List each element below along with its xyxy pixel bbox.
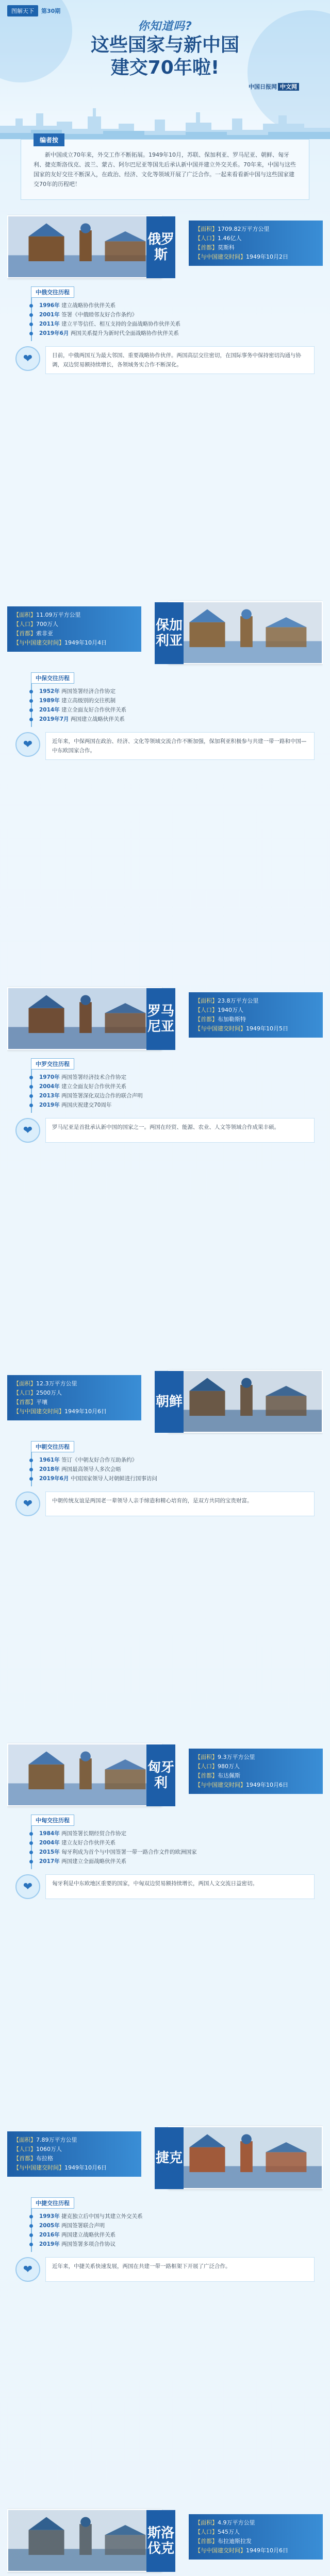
country-population: 545万人 (218, 2529, 240, 2535)
timeline-item (39, 310, 299, 319)
timeline-text: 中国国家领导人对朝鲜进行国事访问 (70, 1476, 157, 1482)
timeline-text: 两国建立全面战略伙伴关系 (61, 1858, 127, 1865)
country-area-row (195, 225, 317, 234)
timeline-item (39, 1465, 299, 1474)
landmark-photo (168, 601, 323, 664)
country-facts (189, 2514, 323, 2560)
country-established-row (13, 638, 135, 648)
country-capital-row (195, 1771, 317, 1781)
country-established: 1949年10月6日 (246, 2547, 288, 2554)
country-section (0, 2505, 330, 2576)
editor-note-heading: 编者按 (34, 133, 64, 146)
timeline-year: 2019年6月 (39, 330, 69, 336)
timeline-item (39, 2240, 299, 2249)
country-name: 保加利亚 (155, 602, 184, 664)
timeline-year: 2013年 (39, 1093, 60, 1099)
country-highlight (15, 346, 315, 374)
country-capital-row (195, 1015, 317, 1024)
timeline-year: 2019年7月 (39, 716, 69, 722)
country-established-row (195, 252, 317, 262)
label-established: 【与中国建交时间】 (13, 2164, 64, 2171)
handshake-icon: ❤ (15, 732, 40, 757)
country-population: 700万人 (36, 621, 58, 628)
label-population: 【人口】 (13, 621, 36, 628)
handshake-icon: ❤ (15, 1874, 40, 1899)
country-established: 1949年10月4日 (64, 639, 107, 646)
label-area: 【面积】 (13, 1380, 36, 1387)
country-banner (7, 1739, 323, 1811)
country-banner (7, 983, 323, 1055)
country-highlight (15, 732, 315, 760)
country-capital: 布拉迪斯拉发 (218, 2538, 252, 2545)
timeline-text: 两国关系提升为新时代全面战略协作伙伴关系 (70, 330, 179, 336)
handshake-icon: ❤ (15, 2257, 40, 2282)
title-line-1: 这些国家与新中国 (90, 35, 239, 56)
timeline-year: 2011年 (39, 321, 60, 327)
country-timeline (31, 2200, 299, 2252)
country-population: 2500万人 (36, 1389, 62, 1396)
timeline-item (39, 687, 299, 696)
country-list (0, 211, 330, 2576)
country-capital: 布加勒斯特 (218, 1016, 246, 1023)
label-established: 【与中国建交时间】 (13, 1408, 64, 1415)
country-established-row (13, 1407, 135, 1416)
timeline-year: 2019年 (39, 1102, 60, 1108)
timeline-year: 2018年 (39, 1466, 60, 1472)
label-established: 【与中国建交时间】 (195, 1782, 246, 1788)
timeline-item (39, 301, 299, 310)
landmark-photo (168, 2126, 323, 2189)
country-facts (7, 606, 141, 652)
country-population-row (195, 1006, 317, 1015)
country-banner (7, 597, 323, 669)
timeline-text: 捷克独立后中国与其建立外交关系 (61, 2213, 143, 2219)
highlight-text: 近年来，中捷关系快速发展，两国在共建一带一路框架下开展了广泛合作。 (45, 2257, 315, 2282)
timeline-item (39, 1474, 299, 1483)
timeline-heading: 中匈交往历程 (31, 1815, 74, 1826)
highlight-text: 目前，中俄两国互为最大邻国、重要战略协作伙伴。两国高层交往密切，在国际事务中保持密切沟通与协调，双边贸易额持续增长，各领域务实合作不断深化。 (45, 346, 315, 374)
label-area: 【面积】 (13, 612, 36, 618)
timeline-year: 2004年 (39, 1840, 60, 1846)
brand-tag: 中文网 (278, 83, 299, 91)
issue-number: 第30期 (41, 8, 61, 14)
label-population: 【人口】 (13, 2146, 36, 2153)
timeline-text: 两国签署多项合作协议 (61, 2241, 116, 2247)
country-population-row (195, 2528, 317, 2537)
timeline-year: 1961年 (39, 1457, 60, 1463)
timeline-heading: 中罗交往历程 (31, 1058, 74, 1070)
label-area: 【面积】 (195, 1754, 218, 1760)
timeline-text: 两国庆祝建交70周年 (61, 1102, 112, 1108)
country-capital: 平壤 (36, 1399, 47, 1405)
timeline-item (39, 1100, 299, 1110)
country-area: 23.8万平方公里 (218, 997, 259, 1004)
country-area-row (195, 996, 317, 1006)
country-capital: 布拉格 (36, 2155, 53, 2162)
country-highlight (15, 1118, 315, 1143)
label-population: 【人口】 (195, 1007, 218, 1013)
country-population: 980万人 (218, 1763, 240, 1770)
timeline-item (39, 1848, 299, 1857)
country-section (0, 1366, 330, 1728)
handshake-icon: ❤ (15, 1118, 40, 1143)
timeline-item (39, 1857, 299, 1866)
timeline-text: 建立友好合作伙伴关系 (61, 1840, 116, 1846)
country-population: 1060万人 (36, 2146, 62, 2153)
label-established: 【与中国建交时间】 (195, 253, 246, 260)
country-highlight (15, 2257, 315, 2282)
country-population-row (13, 2145, 135, 2154)
country-name: 罗马尼亚 (146, 988, 175, 1050)
country-area: 11.09万平方公里 (36, 612, 81, 618)
country-area-row (195, 2518, 317, 2528)
country-area-row (13, 611, 135, 620)
timeline-text: 匈牙利成为首个与中国签署一带一路合作文件的欧洲国家 (61, 1849, 197, 1855)
timeline-year: 1989年 (39, 698, 60, 704)
highlight-text: 近年来，中保两国在政治、经济、文化等领域交流合作不断加强，保加利亚积极参与共建一带一路和中国—中东欧国家合作。 (45, 732, 315, 760)
country-name: 朝鲜 (155, 1371, 184, 1433)
label-capital: 【首都】 (13, 1399, 36, 1405)
timeline-text: 两国最高领导人多次会晤 (61, 1466, 121, 1472)
header (0, 0, 330, 139)
country-area-row (195, 1753, 317, 1762)
country-facts (189, 221, 323, 266)
timeline-year: 2001年 (39, 312, 60, 318)
timeline-year: 2019年 (39, 2241, 60, 2247)
editor-note-text: 新中国成立70年来，外交工作不断拓展。1949年10月，苏联、保加利亚、罗马尼亚、朝鲜、匈牙利、捷克斯洛伐克、波兰、蒙古、阿尔巴尼亚等国先后承认新中国并建立外交关系。70年来，中国与这些国家的友好交往不断深入，在政治、经济、文化等领域开展了广泛合作。一起来看看新中国与这些国家建交70年的历程吧！ (34, 151, 296, 188)
timeline-year: 1970年 (39, 1074, 60, 1080)
timeline-year: 1984年 (39, 1831, 60, 1837)
brand-name: 中国日报网 (249, 83, 277, 90)
country-established-row (195, 2546, 317, 2555)
country-established: 1949年10月6日 (64, 2164, 107, 2171)
landmark-photo (168, 1370, 323, 1433)
timeline-text: 签订《中朝友好合作互助条约》 (61, 1457, 138, 1463)
country-banner (7, 1366, 323, 1438)
country-area: 9.3万平方公里 (218, 1754, 255, 1760)
country-capital: 布达佩斯 (218, 1772, 240, 1779)
country-name: 匈牙利 (146, 1744, 175, 1806)
timeline-item (39, 2230, 299, 2240)
timeline-text: 两国签署深化双边合作的联合声明 (61, 1093, 143, 1099)
timeline-item (39, 1091, 299, 1100)
timeline-item (39, 2212, 299, 2221)
timeline-year: 2004年 (39, 1083, 60, 1090)
country-area-row (13, 1379, 135, 1388)
country-section (0, 2122, 330, 2494)
label-capital: 【首都】 (13, 630, 36, 637)
timeline-year: 2017年 (39, 1858, 60, 1865)
timeline-text: 两国建立战略伙伴关系 (61, 2232, 116, 2238)
country-area: 1709.82万平方公里 (218, 226, 270, 232)
timeline-item (39, 1455, 299, 1465)
country-capital-row (195, 243, 317, 252)
timeline-text: 两国签署经济合作协定 (61, 688, 116, 694)
country-population-row (195, 1762, 317, 1771)
country-area-row (13, 2136, 135, 2145)
timeline-text: 两国签署经济技术合作协定 (61, 1074, 127, 1080)
landmark-photo (7, 987, 162, 1050)
country-name: 俄罗斯 (146, 216, 175, 278)
timeline-item (39, 1082, 299, 1091)
landmark-photo (7, 2509, 162, 2572)
timeline-heading: 中保交往历程 (31, 672, 74, 684)
page-title (0, 34, 330, 79)
country-population-row (195, 234, 317, 243)
country-capital-row (13, 1398, 135, 1407)
label-population: 【人口】 (13, 1389, 36, 1396)
country-timeline (31, 1061, 299, 1113)
country-population: 1940万人 (218, 1007, 243, 1013)
timeline-item (39, 696, 299, 705)
country-facts (189, 1749, 323, 1794)
timeline-year: 2005年 (39, 2223, 60, 2229)
timeline-year: 1993年 (39, 2213, 60, 2219)
timeline-heading: 中捷交往历程 (31, 2197, 74, 2209)
country-established: 1949年10月2日 (246, 253, 288, 260)
highlight-text: 罗马尼亚是首批承认新中国的国家之一。两国在经贸、能源、农业、人文等领域合作成果丰硕。 (45, 1118, 315, 1143)
timeline-item (39, 1073, 299, 1082)
editor-note (21, 139, 309, 200)
timeline-text: 签署《中俄睦邻友好合作条约》 (61, 312, 138, 318)
timeline-item (39, 1829, 299, 1838)
country-facts (7, 2131, 141, 2177)
country-banner (7, 211, 323, 283)
country-highlight (15, 1874, 315, 1899)
label-capital: 【首都】 (13, 2155, 36, 2162)
landmark-photo (7, 215, 162, 278)
timeline-text: 建立高级别的交往机制 (61, 698, 116, 704)
label-established: 【与中国建交时间】 (195, 1025, 246, 1032)
timeline-year: 2014年 (39, 707, 60, 713)
landmark-photo (7, 1743, 162, 1806)
label-area: 【面积】 (13, 2137, 36, 2143)
title-line-2: 建交70年啦! (110, 57, 220, 78)
country-capital-row (13, 2154, 135, 2163)
handshake-icon: ❤ (15, 1492, 40, 1516)
timeline-heading: 中朝交往历程 (31, 1441, 74, 1452)
timeline-text: 建立平等信任、相互支持的全面战略协作伙伴关系 (61, 321, 181, 327)
highlight-text: 中朝传统友谊是两国老一辈领导人亲手缔造和精心培育的，是双方共同的宝贵财富。 (45, 1492, 315, 1516)
label-capital: 【首都】 (195, 1772, 218, 1779)
country-established: 1949年10月5日 (246, 1025, 288, 1032)
label-population: 【人口】 (195, 235, 218, 242)
timeline-year: 2015年 (39, 1849, 60, 1855)
timeline-text: 两国建立战略伙伴关系 (70, 716, 125, 722)
highlight-text: 匈牙利是中东欧地区重要的国家，中匈双边贸易额持续增长，两国人文交流日益密切。 (45, 1874, 315, 1899)
timeline-item (39, 329, 299, 338)
country-banner (7, 2505, 323, 2576)
timeline-year: 2016年 (39, 2232, 60, 2238)
label-capital: 【首都】 (195, 244, 218, 251)
country-section (0, 211, 330, 586)
brand-logo (249, 82, 299, 91)
timeline-year: 1952年 (39, 688, 60, 694)
kicker-text: 你知道吗? (138, 20, 192, 33)
timeline-item (39, 2221, 299, 2230)
label-population: 【人口】 (195, 1763, 218, 1770)
timeline-text: 建立战略协作伙伴关系 (61, 302, 116, 309)
timeline-item (39, 715, 299, 724)
country-name: 捷克 (155, 2127, 184, 2189)
timeline-text: 两国签署长期经贸合作协定 (61, 1831, 127, 1837)
country-timeline (31, 289, 299, 341)
timeline-year: 2019年6月 (39, 1476, 69, 1482)
timeline-item (39, 1838, 299, 1848)
country-timeline (31, 1444, 299, 1486)
timeline-item (39, 705, 299, 715)
country-established: 1949年10月6日 (64, 1408, 107, 1415)
country-established: 1949年10月6日 (246, 1782, 288, 1788)
timeline-text: 两国签署联合声明 (61, 2223, 105, 2229)
country-section (0, 597, 330, 972)
timeline-text: 建立全面友好合作伙伴关系 (61, 707, 127, 713)
country-capital-row (13, 629, 135, 638)
handshake-icon: ❤ (15, 346, 40, 371)
country-established-row (195, 1781, 317, 1790)
label-capital: 【首都】 (195, 2538, 218, 2545)
country-area: 12.3万平方公里 (36, 1380, 77, 1387)
issue-tag-row (7, 5, 60, 16)
country-facts (189, 992, 323, 1038)
country-highlight (15, 1492, 315, 1516)
label-population: 【人口】 (195, 2529, 218, 2535)
column-tag: 图解天下 (7, 5, 38, 16)
label-established: 【与中国建交时间】 (195, 2547, 246, 2554)
label-capital: 【首都】 (195, 1016, 218, 1023)
label-area: 【面积】 (195, 2519, 218, 2526)
country-facts (7, 1375, 141, 1420)
label-area: 【面积】 (195, 226, 218, 232)
country-timeline (31, 1817, 299, 1869)
label-area: 【面积】 (195, 997, 218, 1004)
country-timeline (31, 675, 299, 727)
country-capital-row (195, 2537, 317, 2546)
country-established-row (195, 1024, 317, 1033)
country-section (0, 983, 330, 1354)
timeline-item (39, 319, 299, 329)
country-section (0, 1739, 330, 2111)
timeline-text: 建立全面友好合作伙伴关系 (61, 1083, 127, 1090)
country-population: 1.46亿人 (218, 235, 242, 242)
country-area: 7.89万平方公里 (36, 2137, 77, 2143)
country-established-row (13, 2163, 135, 2173)
timeline-heading: 中俄交往历程 (31, 286, 74, 298)
country-area: 4.9万平方公里 (218, 2519, 255, 2526)
country-population-row (13, 1388, 135, 1398)
country-capital: 索非亚 (36, 630, 53, 637)
country-capital: 莫斯科 (218, 244, 235, 251)
label-established: 【与中国建交时间】 (13, 639, 64, 646)
country-name: 斯洛伐克 (146, 2510, 175, 2572)
timeline-year: 1996年 (39, 302, 60, 309)
country-banner (7, 2122, 323, 2194)
country-population-row (13, 620, 135, 629)
